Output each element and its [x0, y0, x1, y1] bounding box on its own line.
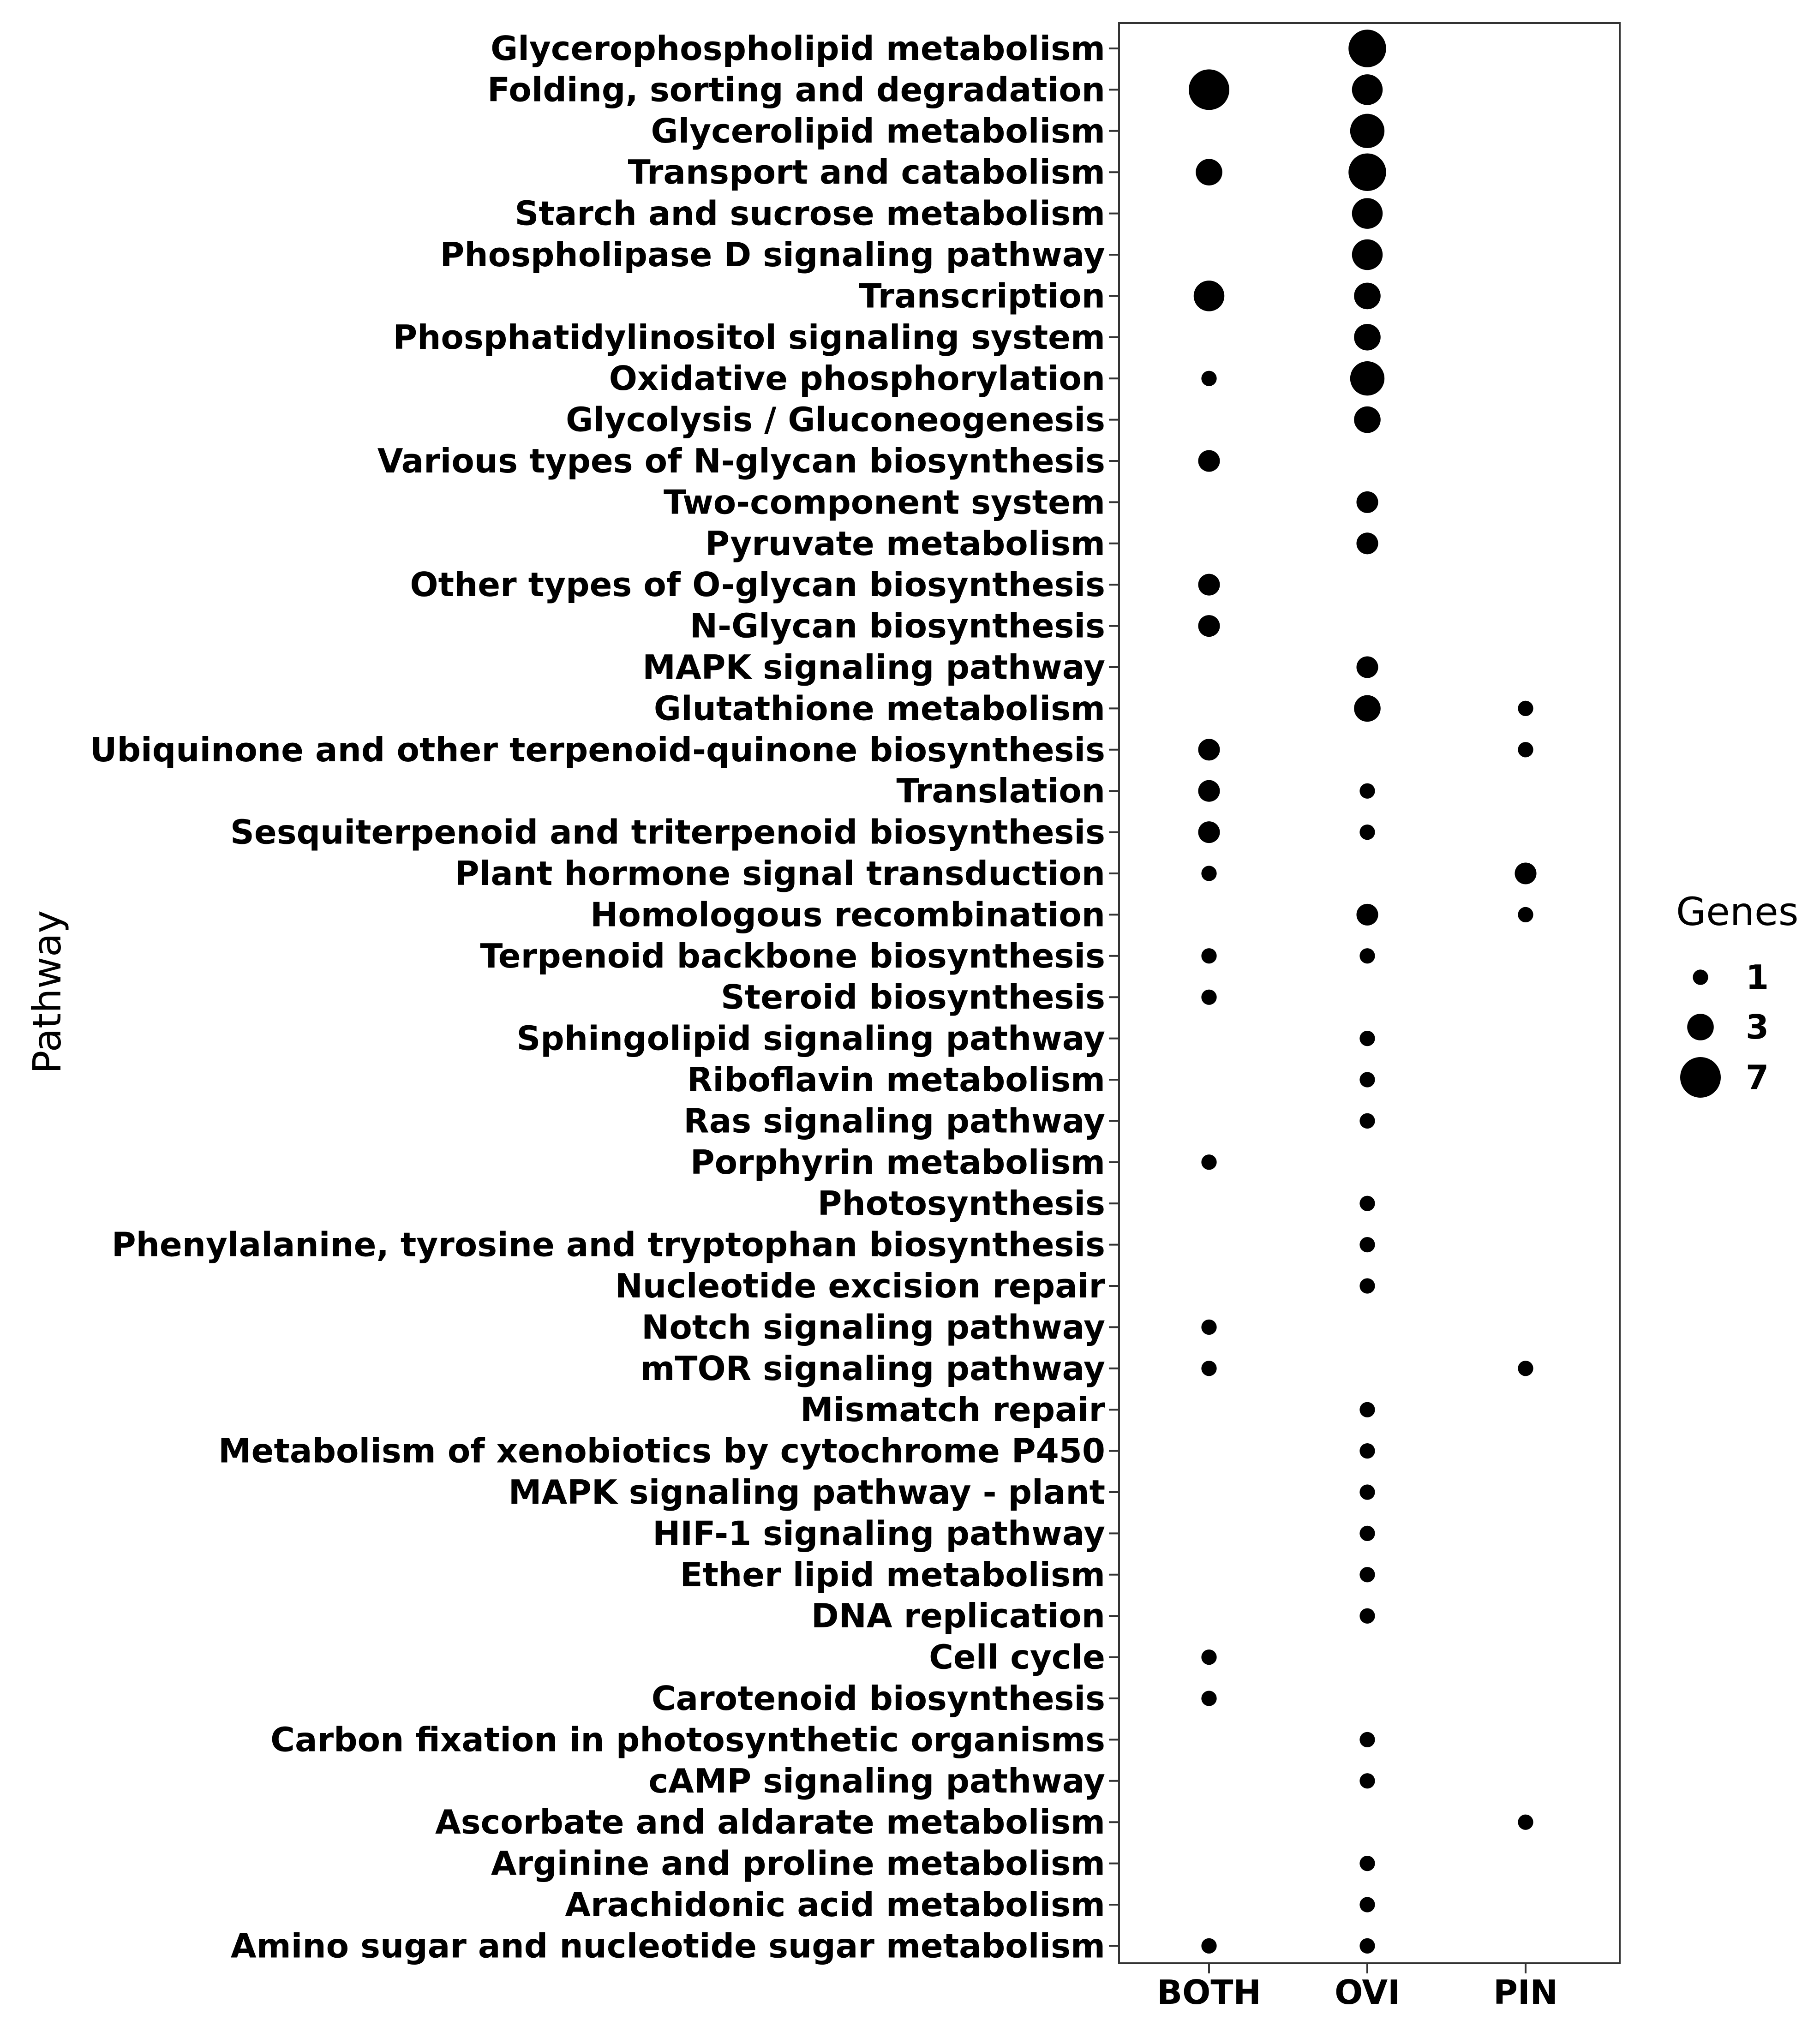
y-tick-label: Glycerolipid metabolism: [651, 111, 1105, 150]
data-point: [1359, 1732, 1375, 1747]
data-point: [1359, 948, 1375, 963]
data-point: [1356, 532, 1378, 554]
y-tick-label: Porphyrin metabolism: [690, 1142, 1105, 1182]
y-tick-label: Notch signaling pathway: [641, 1308, 1105, 1347]
data-point: [1352, 74, 1383, 105]
data-point: [1350, 361, 1384, 395]
data-point: [1356, 656, 1378, 678]
data-point: [1518, 907, 1533, 922]
x-tick-label: BOTH: [1157, 1973, 1261, 2012]
y-tick-label: mTOR signaling pathway: [640, 1349, 1105, 1388]
data-point: [1359, 1567, 1375, 1582]
data-point: [1201, 948, 1216, 963]
y-tick-label: Ubiquinone and other terpenoid-quinone biosynthesis: [90, 730, 1105, 769]
data-point: [1359, 1402, 1375, 1417]
data-point: [1189, 69, 1229, 110]
y-tick-label: N-Glycan biosynthesis: [689, 606, 1105, 645]
y-tick-label: Two-component system: [664, 483, 1105, 522]
data-point: [1352, 198, 1383, 229]
y-tick-label: cAMP signaling pathway: [648, 1761, 1105, 1800]
legend-title: Genes: [1676, 889, 1799, 934]
data-point: [1194, 281, 1225, 311]
data-point: [1359, 1072, 1375, 1087]
data-point: [1196, 159, 1222, 185]
data-point: [1201, 1154, 1216, 1170]
y-tick-label: Homologous recombination: [590, 895, 1105, 934]
y-tick-label: Plant hormone signal transduction: [455, 854, 1105, 893]
data-point: [1198, 574, 1220, 596]
data-point: [1201, 1361, 1216, 1376]
y-tick-label: Terpenoid backbone biosynthesis: [480, 936, 1105, 975]
data-point: [1359, 1773, 1375, 1788]
data-point: [1198, 450, 1220, 472]
y-tick-label: Glutathione metabolism: [653, 689, 1105, 728]
data-point: [1354, 283, 1381, 310]
y-tick-label: HIF-1 signaling pathway: [653, 1514, 1105, 1553]
data-point: [1359, 1278, 1375, 1293]
y-tick-label: Carbon fixation in photosynthetic organisms: [270, 1720, 1105, 1759]
data-point: [1356, 491, 1378, 513]
data-point: [1359, 1484, 1375, 1500]
data-point: [1518, 1815, 1533, 1830]
x-tick-label: OVI: [1335, 1973, 1400, 2012]
y-tick-label: Phospholipase D signaling pathway: [440, 235, 1105, 274]
legend-label: 7: [1746, 1058, 1769, 1097]
y-tick-label: DNA replication: [811, 1596, 1105, 1636]
data-point: [1201, 866, 1216, 881]
data-point: [1350, 114, 1384, 148]
y-tick-label: Folding, sorting and degradation: [487, 70, 1105, 109]
y-tick-label: Ras signaling pathway: [683, 1101, 1105, 1141]
y-tick-label: MAPK signaling pathway - plant: [508, 1473, 1105, 1512]
x-tick-label: PIN: [1493, 1973, 1558, 2012]
data-point: [1359, 1237, 1375, 1252]
data-point: [1354, 406, 1381, 433]
data-point: [1201, 990, 1216, 1005]
legend-key: [1693, 969, 1708, 985]
legend-key: [1680, 1057, 1721, 1098]
y-tick-label: Cell cycle: [929, 1638, 1105, 1677]
data-point: [1359, 1443, 1375, 1458]
y-tick-label: Metabolism of xenobiotics by cytochrome P450: [218, 1431, 1105, 1470]
y-tick-label: Pyruvate metabolism: [705, 524, 1105, 563]
data-point: [1359, 1196, 1375, 1211]
data-point: [1359, 1938, 1375, 1954]
data-point: [1348, 153, 1386, 191]
data-point: [1359, 1897, 1375, 1912]
y-tick-label: Starch and sucrose metabolism: [515, 194, 1105, 233]
data-point: [1356, 904, 1378, 926]
y-tick-label: Steroid biosynthesis: [721, 978, 1105, 1017]
y-tick-label: Glycerophospholipid metabolism: [491, 29, 1105, 68]
y-tick-label: Ascorbate and aldarate metabolism: [435, 1803, 1105, 1842]
y-tick-label: Various types of N-glycan biosynthesis: [377, 442, 1105, 480]
y-tick-label: Riboflavin metabolism: [687, 1060, 1105, 1099]
y-axis-title: Pathway: [24, 910, 70, 1074]
data-point: [1352, 239, 1383, 270]
y-tick-label: Translation: [896, 771, 1105, 811]
y-tick-label: Mismatch repair: [800, 1390, 1105, 1429]
data-point: [1348, 30, 1386, 67]
data-point: [1359, 783, 1375, 799]
data-point: [1359, 1031, 1375, 1046]
data-point: [1518, 1361, 1533, 1376]
y-tick-label: Transcription: [859, 276, 1105, 316]
data-point: [1201, 1938, 1216, 1954]
data-point: [1198, 615, 1220, 637]
legend-label: 3: [1746, 1008, 1769, 1046]
legend-label: 1: [1746, 958, 1769, 997]
y-tick-label: Oxidative phosphorylation: [609, 359, 1105, 398]
data-point: [1201, 1691, 1216, 1706]
y-tick-label: Amino sugar and nucleotide sugar metabolism: [230, 1926, 1105, 1966]
data-point: [1201, 371, 1216, 386]
y-tick-label: Arginine and proline metabolism: [491, 1844, 1105, 1883]
data-point: [1359, 1856, 1375, 1871]
data-point: [1198, 739, 1220, 760]
data-point: [1198, 821, 1220, 843]
data-point: [1359, 825, 1375, 840]
data-point: [1515, 862, 1536, 884]
y-tick-label: Sphingolipid signaling pathway: [516, 1019, 1105, 1058]
y-tick-label: Carotenoid biosynthesis: [651, 1679, 1105, 1718]
data-point: [1201, 1320, 1216, 1335]
y-tick-label: Photosynthesis: [817, 1184, 1105, 1223]
data-point: [1359, 1113, 1375, 1129]
data-point: [1354, 324, 1381, 351]
y-tick-label: Ether lipid metabolism: [680, 1555, 1105, 1594]
data-point: [1201, 1649, 1216, 1665]
y-tick-label: Sesquiterpenoid and triterpenoid biosynthesis: [230, 813, 1105, 852]
y-tick-label: Nucleotide excision repair: [615, 1267, 1105, 1305]
data-point: [1518, 701, 1533, 716]
legend-key: [1687, 1014, 1714, 1040]
y-tick-label: Glycolysis / Gluconeogenesis: [566, 400, 1105, 439]
y-tick-label: Phosphatidylinositol signaling system: [393, 317, 1105, 357]
y-tick-label: Other types of O-glycan biosynthesis: [410, 565, 1105, 604]
y-tick-label: MAPK signaling pathway: [642, 648, 1105, 687]
data-point: [1359, 1608, 1375, 1624]
data-point: [1198, 780, 1220, 802]
x-axis-tick-labels: [1157, 1973, 1558, 2012]
data-point: [1354, 695, 1381, 722]
data-point: [1518, 742, 1533, 757]
y-tick-label: Transport and catabolism: [628, 153, 1105, 192]
data-point: [1359, 1526, 1375, 1541]
y-tick-label: Phenylalanine, tyrosine and tryptophan biosynthesis: [111, 1225, 1105, 1264]
y-tick-label: Arachidonic acid metabolism: [565, 1885, 1105, 1924]
